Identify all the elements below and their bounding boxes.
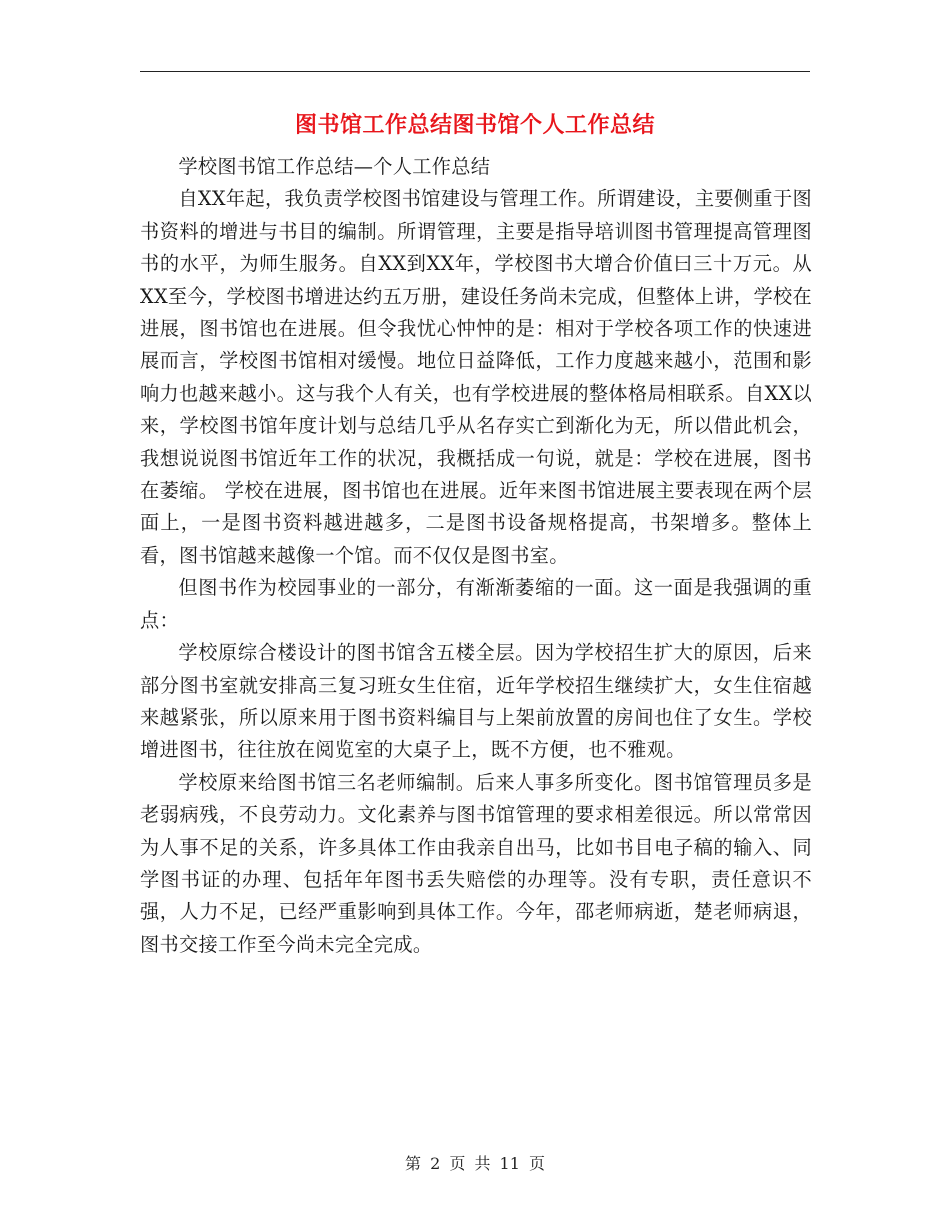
body-paragraph-4: 学校原来给图书馆三名老师编制。后来人事多所变化。图书馆管理员多是老弱病残，不良劳动力。文化素养与图书馆管理的要求相差很远。所以常常因为人事不足的关系，许多具体工作由我亲自出马，比如书目电子稿的输入、同学图书证的办理、包括年年图书丢失赔偿的办理等。没有专职，责任意识不强，人力不足，已经严重影响到具体工作。今年，邵老师病逝，楚老师病退，图书交接工作至今尚未完全完成。 [140, 770, 812, 956]
subtitle-paragraph: 学校图书馆工作总结—个人工作总结 [178, 155, 491, 178]
page-footer: 第 2 页 共 11 页 [405, 1154, 545, 1173]
body-paragraph-2: 但图书作为校园事业的一部分，有渐渐萎缩的一面。这一面是我强调的重点： [140, 576, 812, 632]
header-rule [140, 71, 810, 72]
body-paragraph-1: 自XX年起，我负责学校图书馆建设与管理工作。所谓建设，主要侧重于图书资料的增进与书目的编制。所谓管理，主要是指导培训图书管理提高管理图书的水平，为师生服务。自XX到XX年，学校图书大增合价值曰三十万元。从XX至今，学校图书增进达约五万册，建设任务尚未完成，但整体上讲，学校在进展，图书馆也在进展。但令我忧心忡忡的是：相对于学校各项工作的快速进展而言，学校图书馆相对缓慢。地位日益降低，工作力度越来越小，范围和影响力也越来越小。这与我个人有关，也有学校进展的整体格局相联系。自XX以来，学校图书馆年度计划与总结几乎从名存实亡到渐化为无，所以借此机会，我想说说图书馆近年工作的状况，我概括成一句说，就是：学校在进展，图书在萎缩。 学校在进展，图书馆也在进展。近年来图书馆进展主要表现在两个层面上，一是图书资料越进越多，二是图书设备规格提高，书架增多。整体上看，图书馆越来越像一个馆。而不仅仅是图书室。 [140, 187, 812, 567]
document-title: 图书馆工作总结图书馆个人工作总结 [294, 113, 655, 138]
body-paragraph-3: 学校原综合楼设计的图书馆含五楼全层。因为学校招生扩大的原因，后来部分图书室就安排高三复习班女生住宿，近年学校招生继续扩大，女生住宿越来越紧张，所以原来用于图书资料编目与上架前放置的房间也住了女生。学校增进图书，往往放在阅览室的大桌子上，既不方便，也不雅观。 [140, 641, 812, 762]
document-body [140, 151, 812, 961]
